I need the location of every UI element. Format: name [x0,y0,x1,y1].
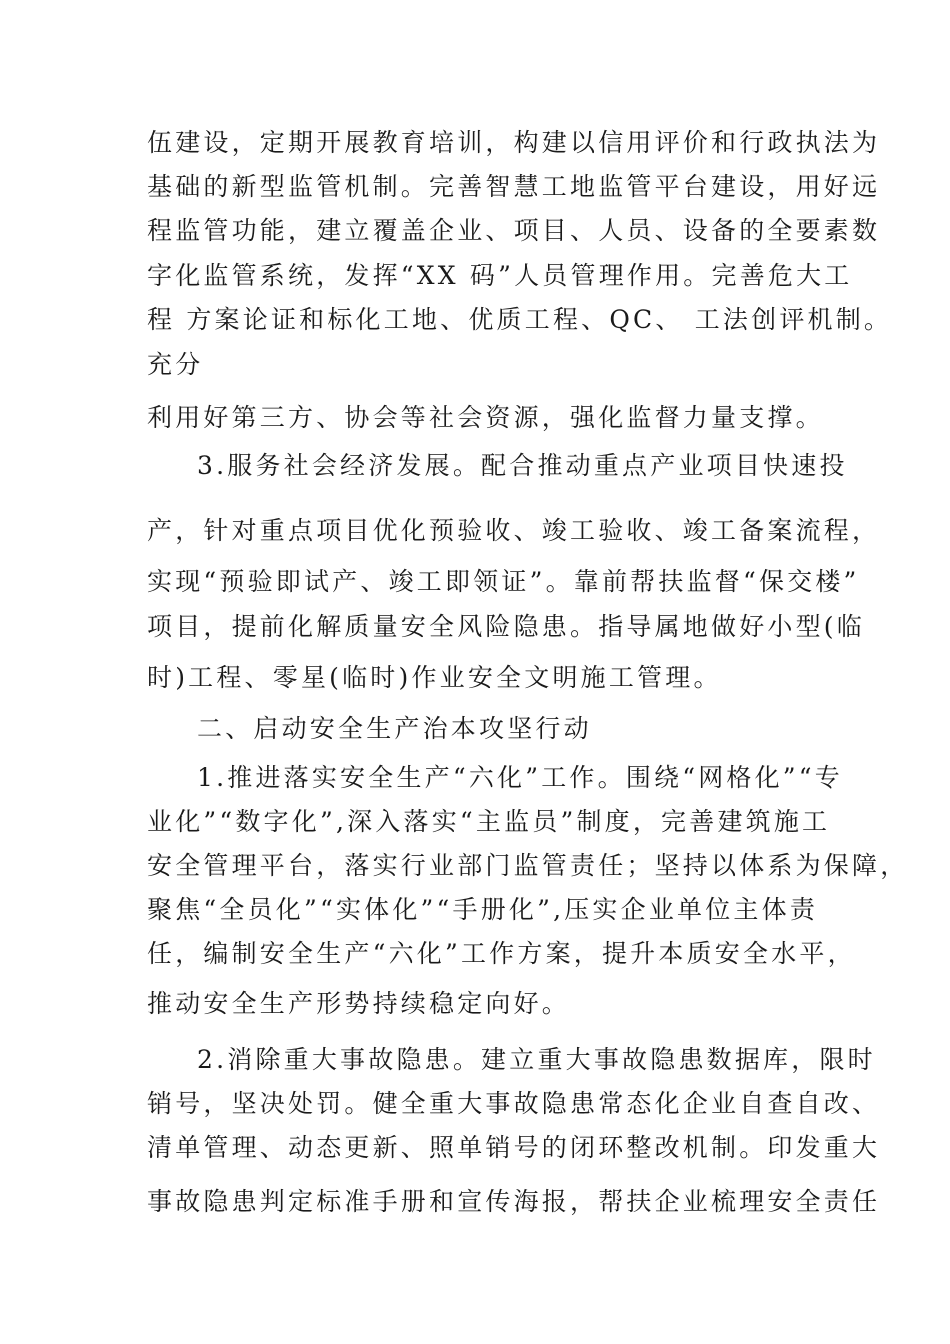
text-line: 字化监管系统，发挥“XX 码”人员管理作用。完善危大工 [147,261,853,290]
text-line: 3.服务社会经济发展。配合推动重点产业项目快速投 [197,451,848,480]
section-heading: 二、启动安全生产治本攻坚行动 [197,714,592,743]
text-line: 实现“预验即试产、竣工即领证”。靠前帮扶监督“保交楼” [147,567,860,596]
text-line: 销号，坚决处罚。健全重大事故隐患常态化企业自查自改、 [147,1089,881,1118]
text-line: 清单管理、动态更新、照单销号的闭环整改机制。印发重大 [147,1133,881,1162]
text-line: 程监管功能，建立覆盖企业、项目、人员、设备的全要素数 [147,216,881,245]
text-line: 推动安全生产形势持续稳定向好。 [147,989,571,1018]
text-line: 时)工程、零星(临时)作业安全文明施工管理。 [147,663,722,692]
text-line: 利用好第三方、协会等社会资源，强化监督力量支撑。 [147,403,824,432]
text-line: 任，编制安全生产“六化”工作方案，提升本质安全水平， [147,939,856,968]
text-line: 程 方案论证和标化工地、优质工程、QC、 工法创评机制。 [147,305,893,334]
text-line: 2.消除重大事故隐患。建立重大事故隐患数据库，限时 [197,1045,876,1074]
text-line: 1.推进落实安全生产“六化”工作。围绕“网格化”“专 [197,763,843,792]
text-line: 基础的新型监管机制。完善智慧工地监管平台建设，用好远 [147,172,881,201]
text-line: 聚焦“全员化”“实体化”“手册化”,压实企业单位主体责 [147,895,819,924]
text-line: 充分 [147,350,204,379]
text-line: 项目，提前化解质量安全风险隐患。指导属地做好小型(临 [147,612,865,641]
text-line: 安全管理平台，落实行业部门监管责任；坚持以体系为保障， [147,851,909,880]
text-line: 伍建设，定期开展教育培训，构建以信用评价和行政执法为 [147,128,881,157]
text-line: 事故隐患判定标准手册和宣传海报，帮扶企业梳理安全责任 [147,1187,881,1216]
text-line: 产，针对重点项目优化预验收、竣工验收、竣工备案流程， [147,516,881,545]
text-line: 业化”“数字化”,深入落实“主监员”制度，完善建筑施工 [147,807,831,836]
